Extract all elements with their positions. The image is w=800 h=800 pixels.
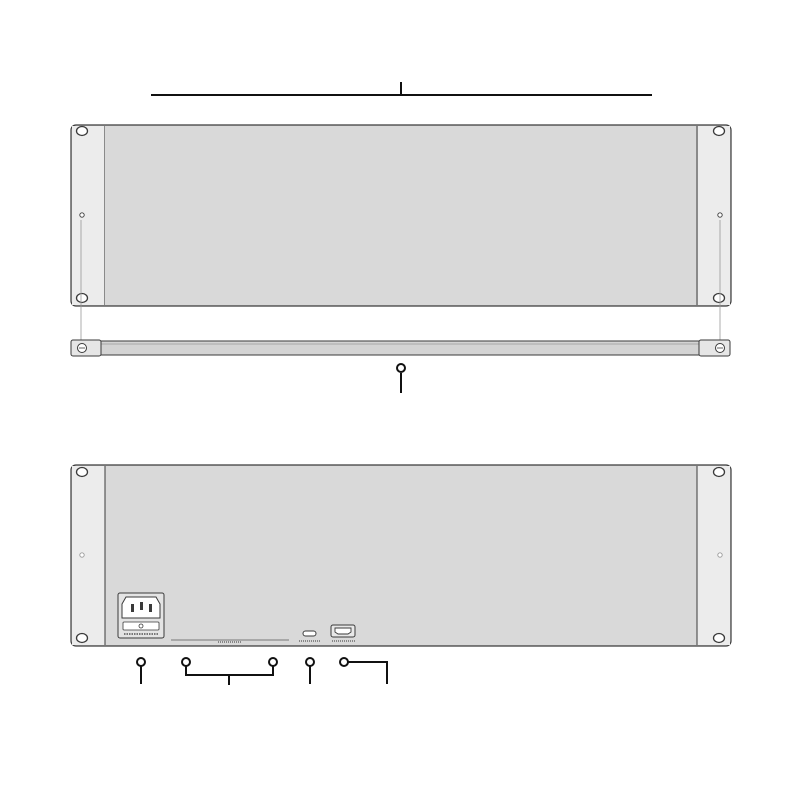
front-right-ear [698, 126, 730, 305]
front-left-ear [72, 126, 104, 305]
mount-hole [77, 127, 88, 136]
mount-hole [714, 294, 725, 303]
mount-hole [77, 468, 88, 477]
mount-hole [714, 634, 725, 643]
front-view [71, 125, 731, 306]
mount-hole [77, 294, 88, 303]
mount-hole [77, 634, 88, 643]
security-bar-callout [397, 364, 405, 393]
front-chassis [71, 125, 731, 306]
hdd-bays-callout [151, 82, 652, 95]
rear-callouts [137, 658, 387, 685]
rear-chassis [71, 465, 731, 646]
rear-view [71, 465, 731, 646]
mount-hole [714, 127, 725, 136]
mount-hole [714, 468, 725, 477]
ac-power-inlet [118, 593, 164, 638]
